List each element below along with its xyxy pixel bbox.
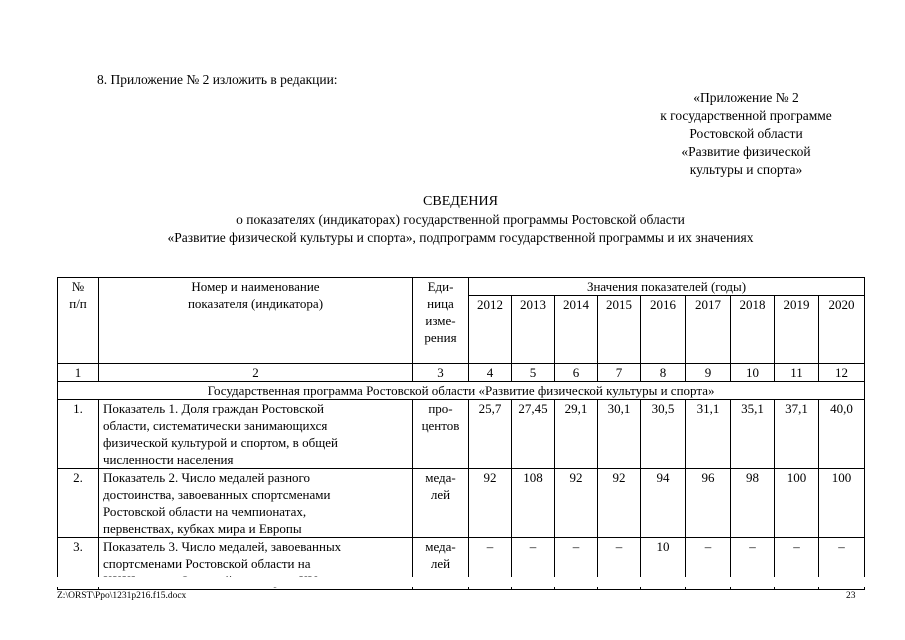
value-cell: 92 [598, 469, 641, 538]
value-cell: – [469, 538, 512, 590]
row-unit-line: про- [428, 401, 453, 416]
row-name-line: достоинства, завоеванных спортсменами [103, 487, 331, 502]
year-cell: 2017 [686, 296, 731, 364]
row-num: 1. [58, 400, 99, 469]
value-cell: – [819, 538, 865, 590]
row-unit [413, 400, 469, 469]
row-name-line: Ростовской области на чемпионатах, [103, 504, 307, 519]
value-cell: 10 [641, 538, 686, 590]
column-numbers-row [58, 364, 865, 382]
year-cell: 2019 [775, 296, 819, 364]
value-cell: 30,1 [598, 400, 641, 469]
appendix-line: «Приложение № 2 [693, 90, 799, 105]
value-cell: – [598, 538, 641, 590]
col-number: 11 [775, 364, 819, 382]
value-cell: – [555, 538, 598, 590]
header-unit-line: Еди- [427, 279, 454, 294]
year-cell: 2018 [731, 296, 775, 364]
row-num: 3. [58, 538, 99, 590]
row-name [99, 469, 413, 538]
value-cell: 29,1 [555, 400, 598, 469]
col-number: 1 [58, 364, 99, 382]
col-number: 5 [512, 364, 555, 382]
header-values-group: Значения показателей (годы) [469, 278, 865, 296]
col-number: 2 [99, 364, 413, 382]
header-unit-line: ница [427, 296, 454, 311]
row-name-line: Показатель 2. Число медалей разного [103, 470, 311, 485]
indicators-table [57, 277, 865, 590]
header-unit [413, 278, 469, 364]
footer-page-number: 23 [846, 591, 856, 601]
col-number: 7 [598, 364, 641, 382]
value-cell: – [731, 538, 775, 590]
col-number: 4 [469, 364, 512, 382]
appendix-line: Ростовской области [689, 126, 803, 141]
year-cell: 2012 [469, 296, 512, 364]
appendix-note [640, 89, 852, 179]
footer-file-path: Z:\ORST\Ppo\1231p216.f15.docx [57, 591, 187, 601]
col-number: 3 [413, 364, 469, 382]
header-name [99, 278, 413, 364]
heading-subtitle-2: «Развитие физической культуры и спорта», подпрограмм государственной программы и их значениях [167, 230, 754, 245]
appendix-line: «Развитие физической [681, 144, 811, 159]
row-name-line: численности населения [103, 452, 234, 467]
header-name-line: показателя (индикатора) [187, 296, 324, 311]
row-name-line: первенствах, кубках мира и Европы [103, 521, 302, 536]
value-cell: – [775, 538, 819, 590]
value-cell: 108 [512, 469, 555, 538]
header-unit-line: изме- [425, 313, 456, 328]
header-num-line: п/п [69, 296, 87, 311]
header-num [58, 278, 99, 364]
year-cell: 2016 [641, 296, 686, 364]
value-cell: 35,1 [731, 400, 775, 469]
value-cell: – [686, 538, 731, 590]
value-cell: 27,45 [512, 400, 555, 469]
appendix-line: культуры и спорта» [689, 162, 803, 177]
value-cell: 96 [686, 469, 731, 538]
year-cell: 2020 [819, 296, 865, 364]
header-row [58, 278, 865, 296]
col-number: 10 [731, 364, 775, 382]
value-cell: 94 [641, 469, 686, 538]
value-cell: 100 [819, 469, 865, 538]
page-cut [0, 577, 905, 587]
col-number: 8 [641, 364, 686, 382]
col-number: 9 [686, 364, 731, 382]
row-unit [413, 469, 469, 538]
row-name-line: Показатель 3. Число медалей, завоеванных [103, 539, 342, 554]
year-cell: 2015 [598, 296, 641, 364]
row-unit-line: меда- [425, 470, 456, 485]
document-heading [58, 193, 863, 247]
col-number: 6 [555, 364, 598, 382]
table-row [58, 469, 865, 538]
row-unit-line: лей [430, 487, 451, 502]
year-cell: 2014 [555, 296, 598, 364]
row-name-line: физической культурой и спортом, в общей [103, 435, 338, 450]
row-name-line: Показатель 1. Доля граждан Ростовской [103, 401, 325, 416]
col-number: 12 [819, 364, 865, 382]
row-name-line: области, систематически занимающихся [103, 418, 328, 433]
year-cell: 2013 [512, 296, 555, 364]
value-cell: 98 [731, 469, 775, 538]
heading-subtitle-1: о показателях (индикаторах) государственной программы Ростовской области [236, 212, 685, 227]
row-num: 2. [58, 469, 99, 538]
row-unit-line: центов [421, 418, 460, 433]
row-unit-line: меда- [425, 539, 456, 554]
header-name-line: Номер и наименование [191, 279, 320, 294]
row-name-line: спортсменами Ростовской области на [103, 556, 311, 571]
value-cell: 100 [775, 469, 819, 538]
intro-text: 8. Приложение № 2 изложить в редакции: [97, 72, 338, 87]
value-cell: 25,7 [469, 400, 512, 469]
section-row [58, 382, 865, 400]
heading-title: СВЕДЕНИЯ [423, 194, 498, 209]
row-name [99, 400, 413, 469]
value-cell: 92 [555, 469, 598, 538]
value-cell: 40,0 [819, 400, 865, 469]
value-cell: 37,1 [775, 400, 819, 469]
appendix-line: к государственной программе [660, 108, 832, 123]
row-unit-line: лей [430, 556, 451, 571]
section-title: Государственная программа Ростовской области «Развитие физической культуры и спорта» [58, 382, 865, 400]
header-unit-line: рения [424, 330, 457, 345]
table-row [58, 400, 865, 469]
header-num-line: № [71, 279, 85, 294]
value-cell: – [512, 538, 555, 590]
value-cell: 92 [469, 469, 512, 538]
value-cell: 30,5 [641, 400, 686, 469]
value-cell: 31,1 [686, 400, 731, 469]
